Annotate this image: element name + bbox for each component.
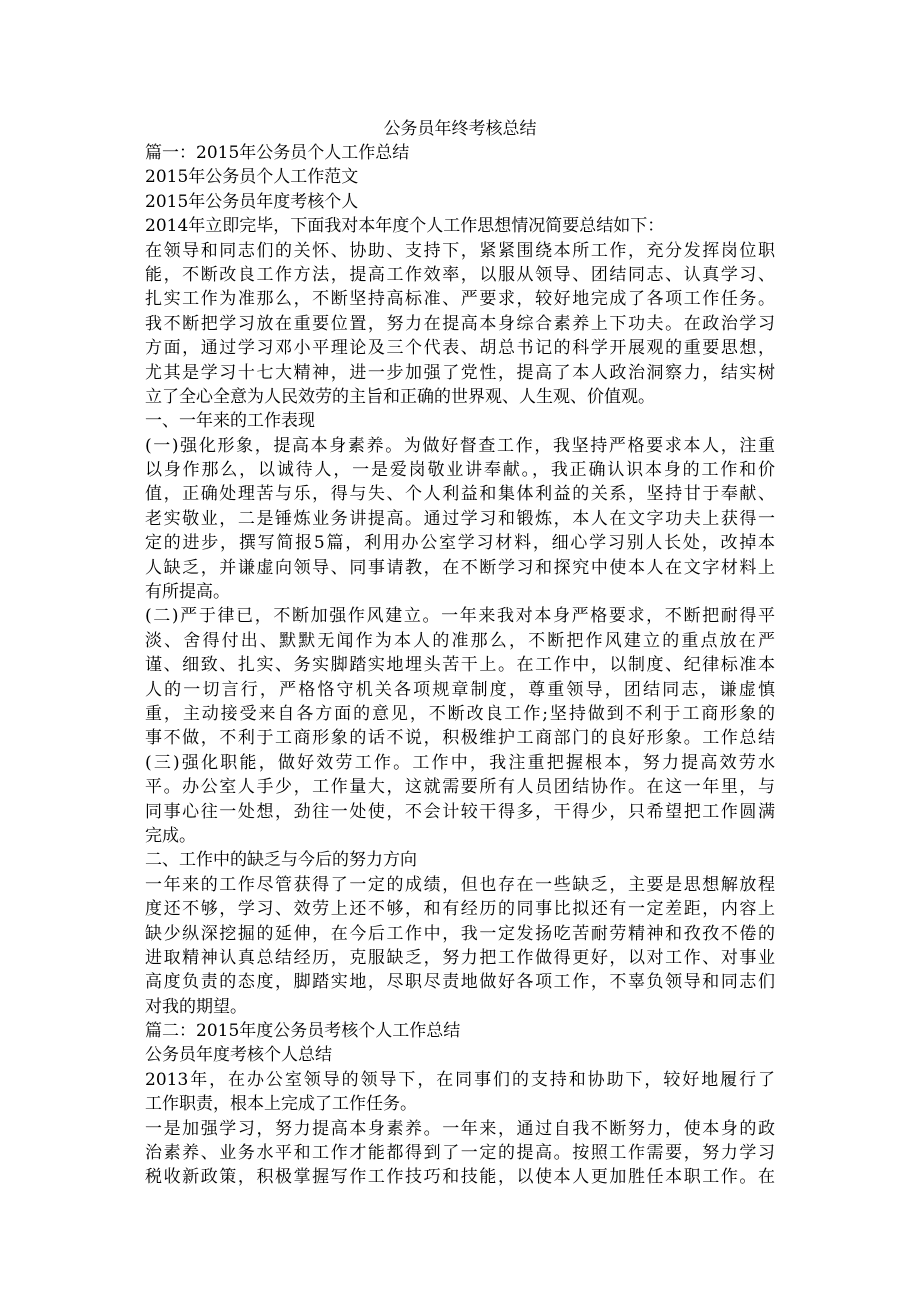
text-line: 有所提高。	[145, 582, 230, 603]
text-line: 谨、细致、扎实、务实脚踏实地埋头苦干上。在工作中，以制度、纪律标准本	[145, 655, 775, 676]
text-line: 一、一年来的工作表现	[145, 411, 315, 432]
text-line: 税收新政策，积极掌握写作工作技巧和技能，以使本人更加胜任本职工作。在	[145, 1167, 775, 1188]
text-line: (三)强化职能，做好效劳工作。工作中，我注重把握根本，努力提高效劳水	[145, 752, 775, 773]
text-line: 尤其是学习十七大精神，进一步加强了党性，提高了本人政治洞察力，结实树	[145, 362, 775, 383]
text-line: 人缺乏，并谦虚向领导、同事请教，在不断学习和探究中使本人在文字材料上	[145, 557, 775, 578]
text-line: 度还不够，学习、效劳上还不够，和有经历的同事比拟还有一定差距，内容上	[145, 899, 775, 920]
text-line: 篇二：2015年度公务员考核个人工作总结	[145, 1021, 461, 1042]
text-line: 一是加强学习，努力提高本身素养。一年来，通过自我不断努力，使本身的政	[145, 1118, 775, 1139]
text-line: 工作职责，根本上完成了工作任务。	[145, 1094, 417, 1115]
text-line: 进取精神认真总结经历，克服缺乏，努力把工作做得更好，以对工作、对事业	[145, 947, 775, 968]
text-line: 2015年公务员年度考核个人	[145, 191, 359, 212]
text-line: 对我的期望。	[145, 996, 247, 1017]
text-line: 以身作那么，以诚待人，一是爱岗敬业讲奉献。，我正确认识本身的工作和价	[145, 460, 775, 481]
text-line: 方面，通过学习邓小平理论及三个代表、胡总书记的科学开展观的重要思想，	[145, 338, 775, 359]
text-line: (一)强化形象，提高本身素养。为做好督查工作，我坚持严格要求本人，注重	[145, 435, 775, 456]
text-line: 2014年立即完毕，下面我对本年度个人工作思想情况简要总结如下：	[145, 216, 665, 237]
text-line: 公务员年度考核个人总结	[145, 1045, 332, 1066]
text-line: 2015年公务员个人工作范文	[145, 167, 359, 188]
text-line: 篇一：2015年公务员个人工作总结	[145, 143, 410, 163]
text-line: 平。办公室人手少，工作量大，这就需要所有人员团结协作。在这一年里，与	[145, 777, 775, 798]
text-line: 一年来的工作尽管获得了一定的成绩，但也存在一些缺乏，主要是思想解放程	[145, 874, 775, 895]
text-line: 立了全心全意为人民效劳的主旨和正确的世界观、人生观、价值观。	[145, 386, 655, 407]
text-line: 二、工作中的缺乏与今后的努力方向	[145, 850, 417, 871]
text-line: (二)严于律已，不断加强作风建立。一年来我对本身严格要求，不断把耐得平	[145, 606, 775, 627]
document-body	[145, 141, 775, 1190]
text-line: 事不做，不利于工商形象的话不说，积极维护工商部门的良好形象。工作总结	[145, 728, 775, 749]
document-title: 公务员年终考核总结	[383, 119, 537, 139]
text-line: 同事心往一处想，劲往一处使，不会计较干得多，干得少，只希望把工作圆满	[145, 801, 775, 822]
text-line: 治素养、业务水平和工作才能都得到了一定的提高。按照工作需要，努力学习	[145, 1143, 775, 1164]
text-line: 缺少纵深挖掘的延伸，在今后工作中，我一定发扬吃苦耐劳精神和孜孜不倦的	[145, 923, 775, 944]
text-line: 淡、舍得付出、默默无闻作为本人的准那么，不断把作风建立的重点放在严	[145, 630, 775, 651]
text-line: 2013年，在办公室领导的领导下，在同事们的支持和协助下，较好地履行了	[145, 1069, 775, 1090]
text-line: 高度负责的态度，脚踏实地，尽职尽责地做好各项工作，不辜负领导和同志们	[145, 972, 775, 993]
text-line: 定的进步，撰写简报5篇，利用办公室学习材料，细心学习别人长处，改掉本	[145, 533, 775, 554]
text-line: 我不断把学习放在重要位置，努力在提高本身综合素养上下功夫。在政治学习	[145, 313, 775, 334]
text-line: 能，不断改良工作方法，提高工作效率，以服从领导、团结同志、认真学习、	[145, 264, 775, 285]
text-line: 扎实工作为准那么，不断坚持高标准、严要求，较好地完成了各项工作任务。	[145, 289, 775, 310]
text-line: 值，正确处理苦与乐，得与失、个人利益和集体利益的关系，坚持甘于奉献、	[145, 484, 775, 505]
text-line: 重，主动接受来自各方面的意见，不断改良工作;坚持做到不利于工商形象的	[145, 703, 775, 724]
text-line: 在领导和同志们的关怀、协助、支持下，紧紧围绕本所工作，充分发挥岗位职	[145, 240, 775, 261]
text-line: 老实敬业，二是锤炼业务讲提高。通过学习和锻炼，本人在文字功夫上获得一	[145, 508, 775, 529]
text-line: 完成。	[145, 825, 196, 846]
text-line: 人的一切言行，严格恪守机关各项规章制度，尊重领导，团结同志，谦虚慎	[145, 679, 775, 700]
